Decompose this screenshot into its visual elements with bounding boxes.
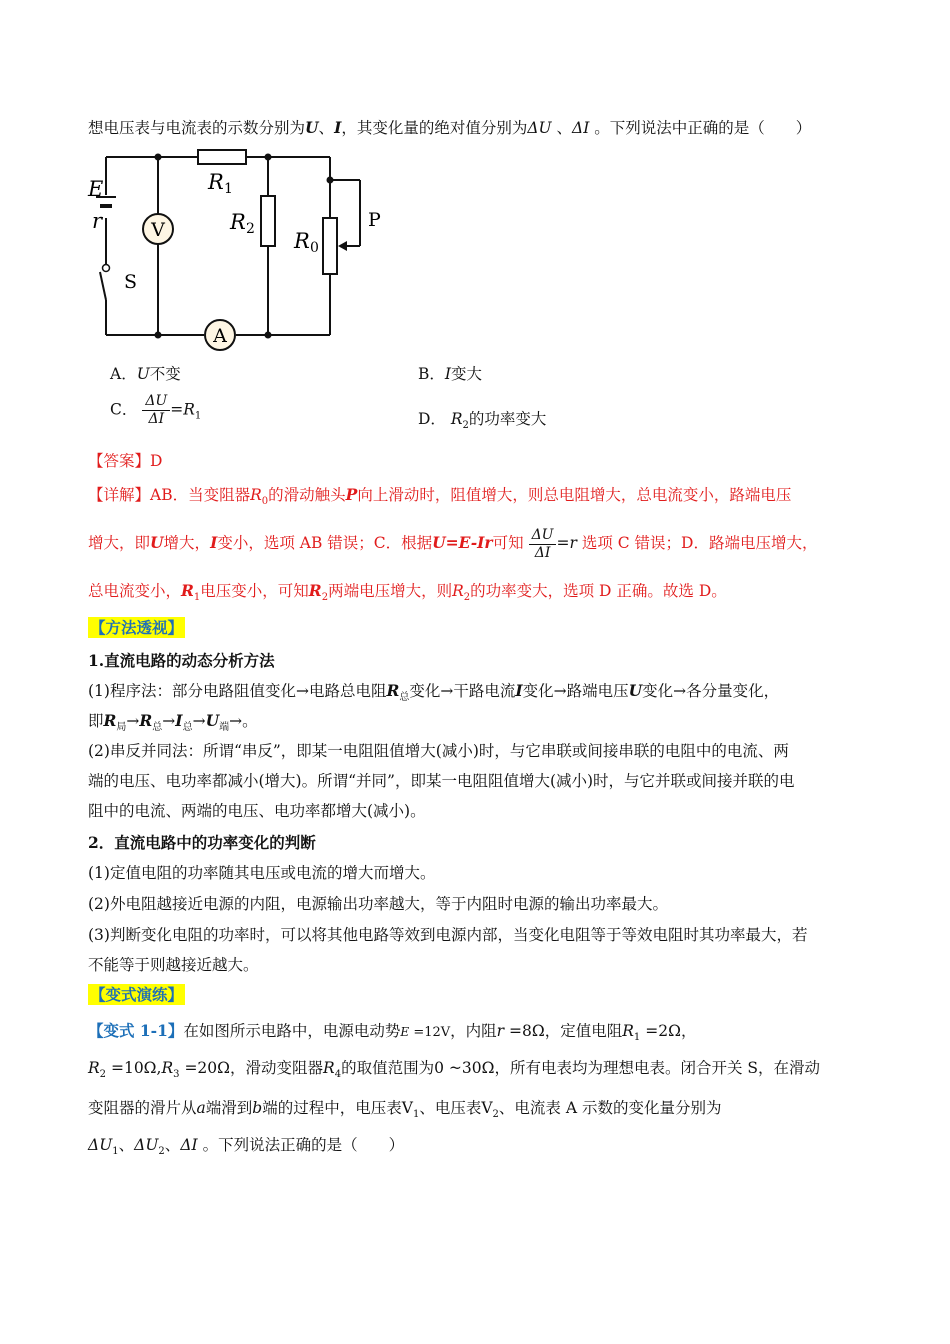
- point-a: a: [196, 1099, 206, 1117]
- label-R0: R: [294, 229, 310, 253]
- detail-label: 【详解】: [88, 486, 151, 504]
- method-header-label: 【方法透视】: [90, 618, 184, 637]
- method-s1-p1: [88, 680, 779, 709]
- var-R1: R: [181, 581, 194, 600]
- var-U: U: [150, 533, 164, 552]
- option-text: 不变: [149, 365, 181, 383]
- var-U: U: [628, 681, 643, 700]
- method-s1-title: 1.直流电路的动态分析方法: [88, 651, 275, 670]
- sub: 1: [633, 1032, 641, 1044]
- denominator: ΔI: [148, 411, 165, 427]
- text: 、电流表 A 示数的变化量分别为: [498, 1099, 722, 1117]
- variant-header-label: 【变式演练】: [90, 985, 184, 1004]
- text: ，定值电阻: [544, 1022, 623, 1040]
- meter-V2: V: [481, 1099, 493, 1117]
- variant-header: [88, 984, 185, 1006]
- sub: 2: [321, 592, 329, 604]
- value-R2: =10Ω,: [106, 1059, 162, 1077]
- detail-text: AB．当变阻器: [150, 486, 251, 504]
- stem-text: 。下列说法中正确的是（ ）: [589, 119, 812, 137]
- text: 端的过程中，电压表: [262, 1099, 402, 1117]
- label-R2: R: [230, 210, 246, 234]
- method-s1-p2: [88, 710, 258, 739]
- method-header: [88, 617, 185, 639]
- text: ，所有电表均为理想电表。闭合开关 S，在滑动: [494, 1059, 821, 1077]
- method-s1-p4: 端的电压、电功率都减小(增大)。所谓“并同”，即某一电阻阻值增大(减小)时，与它并联或间接并联的电: [88, 772, 795, 790]
- equation: U=E-Ir: [432, 533, 493, 552]
- var-I: I: [175, 711, 183, 730]
- var-P: P: [345, 485, 358, 504]
- var-r: r: [496, 1022, 505, 1040]
- arrow: →: [162, 712, 176, 730]
- detail-text: 变小，选项 AB 错误；C．根据: [217, 534, 433, 552]
- sub: 2: [463, 592, 471, 604]
- method-s2-p1: (1)定值电阻的功率随其电压或电流的增大而增大。: [88, 864, 436, 882]
- sep: 、: [318, 119, 335, 137]
- text: ，滑动变阻器: [230, 1059, 324, 1077]
- text: 、电压表: [419, 1099, 482, 1117]
- sep: 、: [118, 1136, 135, 1154]
- label-r: r: [92, 209, 103, 233]
- numerator: ΔU: [142, 393, 170, 411]
- text: 即: [88, 712, 104, 730]
- variant-line-1: [88, 1020, 696, 1049]
- var-U: U: [205, 711, 220, 730]
- var-I: I: [210, 533, 218, 552]
- label-R1-sub: 1: [224, 181, 233, 197]
- meter-V1: V: [401, 1099, 413, 1117]
- method-s1-p3: (2)串反并同法：所谓“串反”，即某一电阻阻值增大(减小)时，与它串联或间接串联的电阻中的电流、两: [88, 742, 789, 760]
- var-U: U: [305, 118, 319, 137]
- option-var: U: [136, 365, 150, 383]
- label-P: P: [368, 209, 381, 231]
- delta-I: ΔI: [572, 119, 590, 137]
- option-var: R: [450, 410, 463, 428]
- sub: 局: [116, 722, 127, 734]
- method-s2-p2: (2)外电阻越接近电源的内阻，电源输出功率越大，等于内阻时电源的输出功率最大。: [88, 895, 668, 913]
- text: 在如图所示电路中，电源电动势: [183, 1022, 401, 1040]
- delta-I: ΔI: [180, 1136, 198, 1154]
- var-R: R: [103, 711, 117, 730]
- sub: 总: [182, 722, 193, 734]
- detail-line-2: [88, 522, 817, 564]
- detail-line-3: [88, 580, 727, 609]
- sub: 端: [219, 722, 230, 734]
- sub: 总: [152, 722, 163, 734]
- label-R2-sub: 2: [246, 221, 255, 237]
- detail-text: 电压变小，可知: [200, 582, 309, 600]
- option-text: 变大: [451, 365, 483, 383]
- fraction: [142, 393, 170, 428]
- var-E: E: [400, 1025, 410, 1039]
- sub: 2: [158, 1146, 165, 1158]
- variant-line-2: [88, 1057, 820, 1086]
- method-s1-p5: 阻中的电流、两端的电压、电功率都增大(减小)。: [88, 802, 426, 820]
- detail-text: 选项 C 错误；D．路端电压增大，: [581, 534, 818, 552]
- text: ，: [680, 1022, 697, 1040]
- var-R1: R: [622, 1022, 634, 1040]
- delta-U: ΔU: [527, 119, 552, 137]
- method-s2-p3: (3)判断变化电阻的功率时，可以将其他电路等效到电源内部，当变化电阻等于等效电阻时其功率最大，若: [88, 926, 808, 944]
- value-R3: =20Ω: [179, 1059, 231, 1077]
- var-R4: R: [323, 1059, 335, 1077]
- fraction: [529, 527, 557, 562]
- detail-text: 的功率变大，选项 D 正确。故选 D。: [470, 582, 727, 600]
- detail-text: 增大，即: [88, 534, 151, 552]
- detail-text: 总电流变小，: [88, 582, 182, 600]
- variant-line-3: [88, 1097, 721, 1126]
- text: 变化→各分量变化，: [642, 682, 780, 700]
- option-var: I: [444, 365, 452, 383]
- detail-text: 可知: [492, 534, 524, 552]
- text: 。下列说法正确的是（ ）: [197, 1136, 405, 1154]
- option-sub: 1: [194, 410, 202, 422]
- detail-text: 的滑动触头: [268, 486, 346, 504]
- sub: 0: [261, 496, 269, 508]
- text: ，内阻: [450, 1022, 497, 1040]
- sub: 2: [492, 1109, 499, 1121]
- method-s2-p4: 不能等于则越接近越大。: [88, 956, 259, 974]
- var-R2: R: [308, 581, 322, 600]
- var-R: R: [139, 711, 153, 730]
- sub: 1: [412, 1109, 420, 1121]
- detail-text: 增大，: [163, 534, 211, 552]
- point-b: b: [252, 1099, 263, 1117]
- label-E: E: [88, 177, 104, 201]
- var-R: R: [386, 681, 400, 700]
- option-label: A．: [110, 365, 137, 383]
- option-A[interactable]: [110, 362, 181, 384]
- sub: 1: [193, 592, 201, 604]
- answer-value: D: [150, 452, 163, 470]
- sub: 3: [173, 1069, 180, 1081]
- value-E: =12V: [409, 1025, 451, 1040]
- sub: 2: [99, 1069, 107, 1081]
- arrow: →: [126, 712, 140, 730]
- value-range: 0 ~30Ω: [434, 1059, 495, 1077]
- text: 端滑到: [205, 1099, 253, 1117]
- text: 变阻器的滑片从: [88, 1099, 197, 1117]
- var-R0: R: [250, 486, 262, 504]
- delta-U1: ΔU: [88, 1136, 113, 1154]
- value-r: =8Ω: [504, 1022, 545, 1040]
- voltmeter-label: V: [151, 219, 165, 241]
- option-sub: 2: [462, 420, 469, 432]
- var-R3: R: [161, 1059, 174, 1077]
- var-R2: R: [88, 1059, 100, 1077]
- sep: 、: [164, 1136, 181, 1154]
- circuit-diagram: [80, 140, 400, 355]
- value-R1: =2Ω: [640, 1022, 681, 1040]
- numerator: ΔU: [529, 527, 557, 545]
- ammeter-label: A: [213, 325, 227, 347]
- variant-label: 【变式 1-1】: [88, 1021, 184, 1040]
- option-label: D．: [418, 410, 446, 428]
- text: 的取值范围为: [341, 1059, 435, 1077]
- option-eq: =R: [170, 400, 195, 419]
- variant-line-4: [88, 1134, 404, 1163]
- text: 变化→路端电压: [522, 682, 629, 700]
- option-label: B．: [418, 365, 445, 383]
- sub: 4: [334, 1069, 342, 1081]
- delta-U2: ΔU: [134, 1136, 159, 1154]
- text: →。: [229, 712, 258, 730]
- label-R1: R: [208, 170, 224, 194]
- label-R0-sub: 0: [310, 240, 319, 256]
- sub: 1: [112, 1146, 119, 1158]
- answer-label: 【答案】: [88, 452, 151, 470]
- label-S: S: [124, 271, 138, 293]
- option-B[interactable]: [418, 362, 482, 384]
- method-s2-title: 2．直流电路中的功率变化的判断: [88, 833, 316, 852]
- detail-text: 两端电压增大，则: [328, 582, 453, 600]
- text: 变化→干路电流: [409, 682, 516, 700]
- question-stem: [88, 117, 811, 139]
- sub: 总: [399, 692, 410, 704]
- detail-text: 向上滑动时，阻值增大，则总电阻增大，总电流变小，路端电压: [357, 486, 792, 504]
- stem-text: 想电压表与电流表的示数分别为: [88, 119, 306, 137]
- option-label: C．: [110, 400, 138, 419]
- eq-r: =r: [556, 534, 577, 552]
- var-I: I: [334, 118, 342, 137]
- option-text: 的功率变大: [468, 410, 547, 428]
- denominator: ΔI: [534, 544, 551, 561]
- var-R2: R: [452, 582, 464, 600]
- option-C[interactable]: [110, 393, 201, 428]
- arrow: →: [192, 712, 206, 730]
- stem-text: ，其变化量的绝对值分别为: [341, 119, 528, 137]
- option-D[interactable]: [418, 407, 546, 431]
- text: (1)程序法：部分电路阻值变化→电路总电阻: [88, 682, 387, 700]
- var-I: I: [515, 681, 523, 700]
- detail-line-1: [88, 484, 791, 513]
- answer: [88, 450, 162, 472]
- sep: 、: [551, 119, 573, 137]
